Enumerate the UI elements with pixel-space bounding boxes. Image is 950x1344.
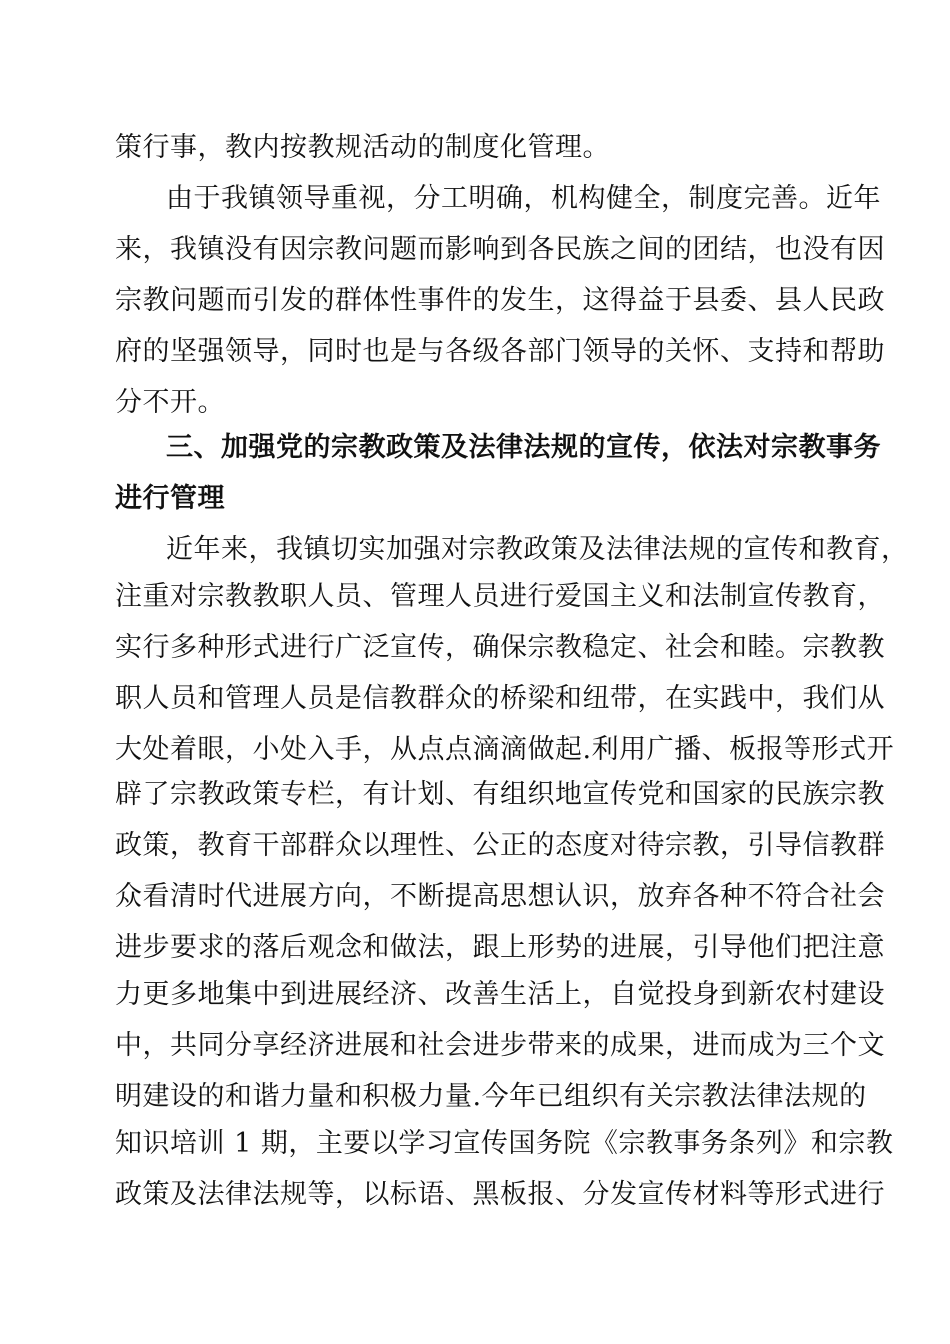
text-line: 宗教问题而引发的群体性事件的发生，这得益于县委、县人民政 (115, 285, 885, 316)
text-line: 辟了宗教政策专栏，有计划、有组织地宣传党和国家的民族宗教 (115, 779, 885, 810)
text-line: 注重对宗教教职人员、管理人员进行爱国主义和法制宣传教育， (115, 581, 885, 612)
text-line: 政策及法律法规等，以标语、黑板报、分发宣传材料等形式进行 (115, 1179, 885, 1210)
text-line: 进步要求的落后观念和做法，跟上形势的进展，引导他们把注意 (115, 932, 885, 963)
section-heading: 三、加强党的宗教政策及法律法规的宣传，依法对宗教事务 (166, 432, 881, 463)
text-line: 实行多种形式进行广泛宣传，确保宗教稳定、社会和睦。宗教教 (115, 632, 885, 663)
text-line: 策行事，教内按教规活动的制度化管理。 (115, 132, 610, 163)
text-line: 知识培训 1 期，主要以学习宣传国务院《宗教事务条列》和宗教 (115, 1128, 894, 1159)
text-line: 中，共同分享经济进展和社会进步带来的成果，进而成为三个文 (115, 1030, 885, 1061)
text-line: 由于我镇领导重视，分工明确，机构健全，制度完善。近年 (166, 183, 881, 214)
text-line: 职人员和管理人员是信教群众的桥梁和纽带，在实践中，我们从 (115, 683, 885, 714)
text-line: 来，我镇没有因宗教问题而影响到各民族之间的团结，也没有因 (115, 234, 885, 265)
text-line: 府的坚强领导，同时也是与各级各部门领导的关怀、支持和帮助 (115, 336, 885, 367)
text-line: 明建设的和谐力量和积极力量.今年已组织有关宗教法律法规的 (115, 1081, 867, 1112)
text-line: 分不开。 (115, 387, 225, 418)
section-heading: 进行管理 (115, 483, 225, 514)
text-line: 众看清时代进展方向，不断提高思想认识，放弃各种不符合社会 (115, 881, 885, 912)
text-line: 力更多地集中到进展经济、改善生活上，自觉投身到新农村建设 (115, 979, 885, 1010)
text-line: 近年来，我镇切实加强对宗教政策及法律法规的宣传和教育， (166, 534, 909, 565)
text-line: 政策，教育干部群众以理性、公正的态度对待宗教，引导信教群 (115, 830, 885, 861)
text-line: 大处着眼，小处入手，从点点滴滴做起.利用广播、板报等形式开 (115, 734, 895, 765)
